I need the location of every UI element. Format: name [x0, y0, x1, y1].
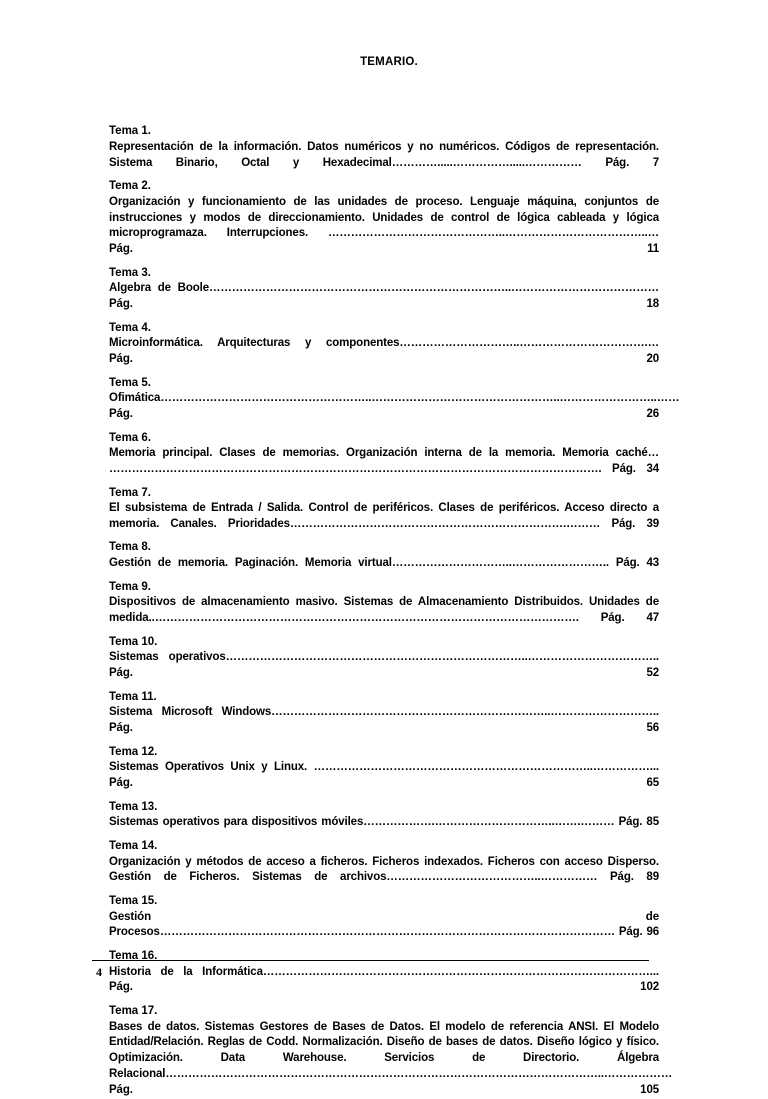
toc-entry-body [109, 281, 659, 313]
toc-entry-tema-14 [109, 839, 659, 886]
toc-entry-body [109, 650, 659, 682]
toc-entry-page: Pág. 85 [618, 816, 659, 829]
toc-entry-body [109, 140, 659, 172]
toc-entry-tema-2 [109, 179, 659, 258]
toc-entry-page: Pág. 52 [109, 667, 659, 680]
toc-entry-text: Gestión de Procesos………………………………………………………………………………………………………… [109, 910, 659, 939]
toc-entry-tema-5 [109, 376, 680, 423]
toc-entry-label: Tema 8. [109, 541, 151, 554]
toc-entry-tema-15 [109, 894, 659, 941]
toc-entry-text: Bases de datos. Sistemas Gestores de Bases de Datos. El modelo de referencia ANSI. El Modelo Entidad/Relación. Reglas de Codd. Normalización. Diseño de bases de datos. Diseño lógico y físico. Optimización. Data Warehouse. Servicios de Directorio. Álgebra Relacional……………………………………………………………………………………………………..……………… [109, 1020, 673, 1080]
toc-entry-tema-16 [109, 949, 659, 996]
toc-entry-text: Microinformática. Arquitecturas y componentes…………………………..…………………………….… [109, 337, 659, 350]
toc-entry-label: Tema 6. [109, 431, 151, 444]
toc-entry-label: Tema 15. [109, 894, 158, 907]
toc-entry-page: Pág. 18 [109, 298, 659, 311]
toc-entry-label: Tema 1. [109, 125, 151, 137]
toc-entry-text: Ofimática………………………………………………..…………………………………………..……………………..…… [109, 392, 680, 405]
toc-entry-tema-4 [109, 321, 659, 368]
toc-entry-body [109, 501, 659, 533]
toc-entry-tema-12 [109, 745, 659, 792]
toc-entry-body [109, 910, 659, 942]
toc-entry-label: Tema 2. [109, 179, 151, 192]
toc-entry-tema-17 [109, 1004, 673, 1099]
toc-entry-label: Tema 14. [109, 839, 158, 852]
toc-entry-tema-8 [109, 540, 659, 572]
toc-entry-text: Sistemas operativos……………………………………………………………………..…………………………….. [109, 651, 659, 664]
toc-entry-text: Algebra de Boole……………………………………………………………………..………………………………… [109, 282, 659, 295]
toc-entry-label: Tema 11. [109, 690, 157, 703]
toc-entry-tema-13 [109, 800, 659, 832]
toc-entry-body [109, 965, 659, 997]
toc-entry-label: Tema 9. [109, 580, 151, 593]
table-of-contents [109, 124, 680, 1099]
toc-entry-page: Pág. 102 [109, 981, 659, 994]
toc-entry-body [109, 595, 659, 627]
toc-entry-page: Pág. 56 [109, 722, 659, 735]
toc-entry-body [109, 855, 659, 887]
toc-entry-tema-7 [109, 486, 659, 533]
document-title: TEMARIO. [360, 56, 418, 68]
toc-entry-body [109, 1020, 673, 1099]
toc-entry-body [109, 705, 659, 737]
toc-entry-text: Dispositivos de almacenamiento masivo. Sistemas de Almacenamiento Distribuidos. Unidades de medida..…………………………………………………………………………………………………. [109, 596, 659, 625]
toc-entry-page: Pág. 96 [618, 926, 659, 939]
toc-entry-text: Sistema Microsoft Windows………………………………………………………………..……………………….. [109, 706, 659, 719]
toc-entry-tema-3 [109, 266, 659, 313]
toc-entry-body [109, 760, 659, 792]
toc-entry-tema-6 [109, 431, 659, 478]
toc-entry-page: Pág. 34 [612, 463, 659, 476]
toc-entry-page: Pág. 43 [615, 557, 660, 570]
toc-entry-body [109, 336, 659, 368]
toc-entry-text: Organización y funcionamiento de las unidades de proceso. Lenguaje máquina, conjuntos de instrucciones y modos de direccionamiento. Unidades de control de lógica cableada y lógica microprogramaza. Interrupciones. ………………………………………..………………………………..… [109, 195, 659, 240]
toc-entry-tema-10 [109, 635, 659, 682]
toc-entry-page: Pág. 47 [600, 612, 659, 625]
toc-entry-body [109, 815, 659, 831]
toc-entry-label: Tema 12. [109, 745, 158, 758]
footer-divider [92, 960, 649, 961]
toc-entry-text: Historia de la Informática…………………………………………………………………………………………... [109, 965, 659, 978]
toc-entry-label: Tema 7. [109, 486, 151, 499]
toc-entry-text: Sistemas operativos para dispositivos móviles……………….…………………………..…….……… [109, 816, 619, 829]
toc-entry-body [109, 446, 659, 478]
toc-entry-page: Pág. 7 [605, 156, 659, 169]
toc-entry-body [109, 391, 680, 423]
toc-entry-body [109, 556, 659, 572]
toc-entry-page: Pág. 39 [611, 518, 660, 531]
toc-entry-label: Tema 17. [109, 1004, 158, 1017]
toc-entry-tema-1 [109, 124, 659, 171]
toc-entry-text: El subsistema de Entrada / Salida. Control de periféricos. Clases de periféricos. Acceso directo a memoria. Canales. Prioridades……………………………………………………………….……… [109, 502, 659, 531]
toc-entry-label: Tema 10. [109, 635, 158, 648]
page-number: 4 [96, 965, 102, 979]
toc-entry-page: Pág. 65 [109, 777, 659, 790]
toc-entry-page: Pág. 11 [109, 243, 659, 256]
toc-entry-label: Tema 5. [109, 376, 151, 389]
toc-entry-text: Gestión de memoria. Paginación. Memoria virtual…………………………..…………………….. [109, 557, 616, 570]
toc-entry-page: Pág. 105 [109, 1083, 659, 1096]
toc-entry-text: Sistemas Operativos Unix y Linux. ………………………………………………………………..……………... [109, 761, 659, 774]
toc-entry-page: Pág. 89 [610, 871, 659, 884]
toc-entry-tema-11 [109, 690, 659, 737]
toc-entry-label: Tema 13. [109, 800, 158, 813]
toc-entry-page: Pág. 20 [109, 353, 659, 366]
toc-entry-text: Memoria principal. Clases de memorias. Organización interna de la memoria. Memoria caché… …………………………………………………………………………………………………………………. [109, 447, 659, 476]
toc-entry-page: Pág. 26 [109, 408, 659, 421]
toc-entry-text: Organización y métodos de acceso a ficheros. Ficheros indexados. Ficheros con acceso Disperso. Gestión de Ficheros. Sistemas de archivos…………………………………..…………… [109, 855, 659, 884]
toc-entry-label: Tema 4. [109, 321, 151, 334]
toc-entry-tema-9 [109, 580, 659, 627]
toc-entry-body [109, 195, 659, 258]
toc-entry-label: Tema 16. [109, 949, 158, 962]
toc-entry-text: Representación de la información. Datos numéricos y no numéricos. Códigos de representación. Sistema Binario, Octal y Hexadecimal………….....…………….....…………… [109, 140, 659, 169]
toc-entry-label: Tema 3. [109, 266, 151, 279]
